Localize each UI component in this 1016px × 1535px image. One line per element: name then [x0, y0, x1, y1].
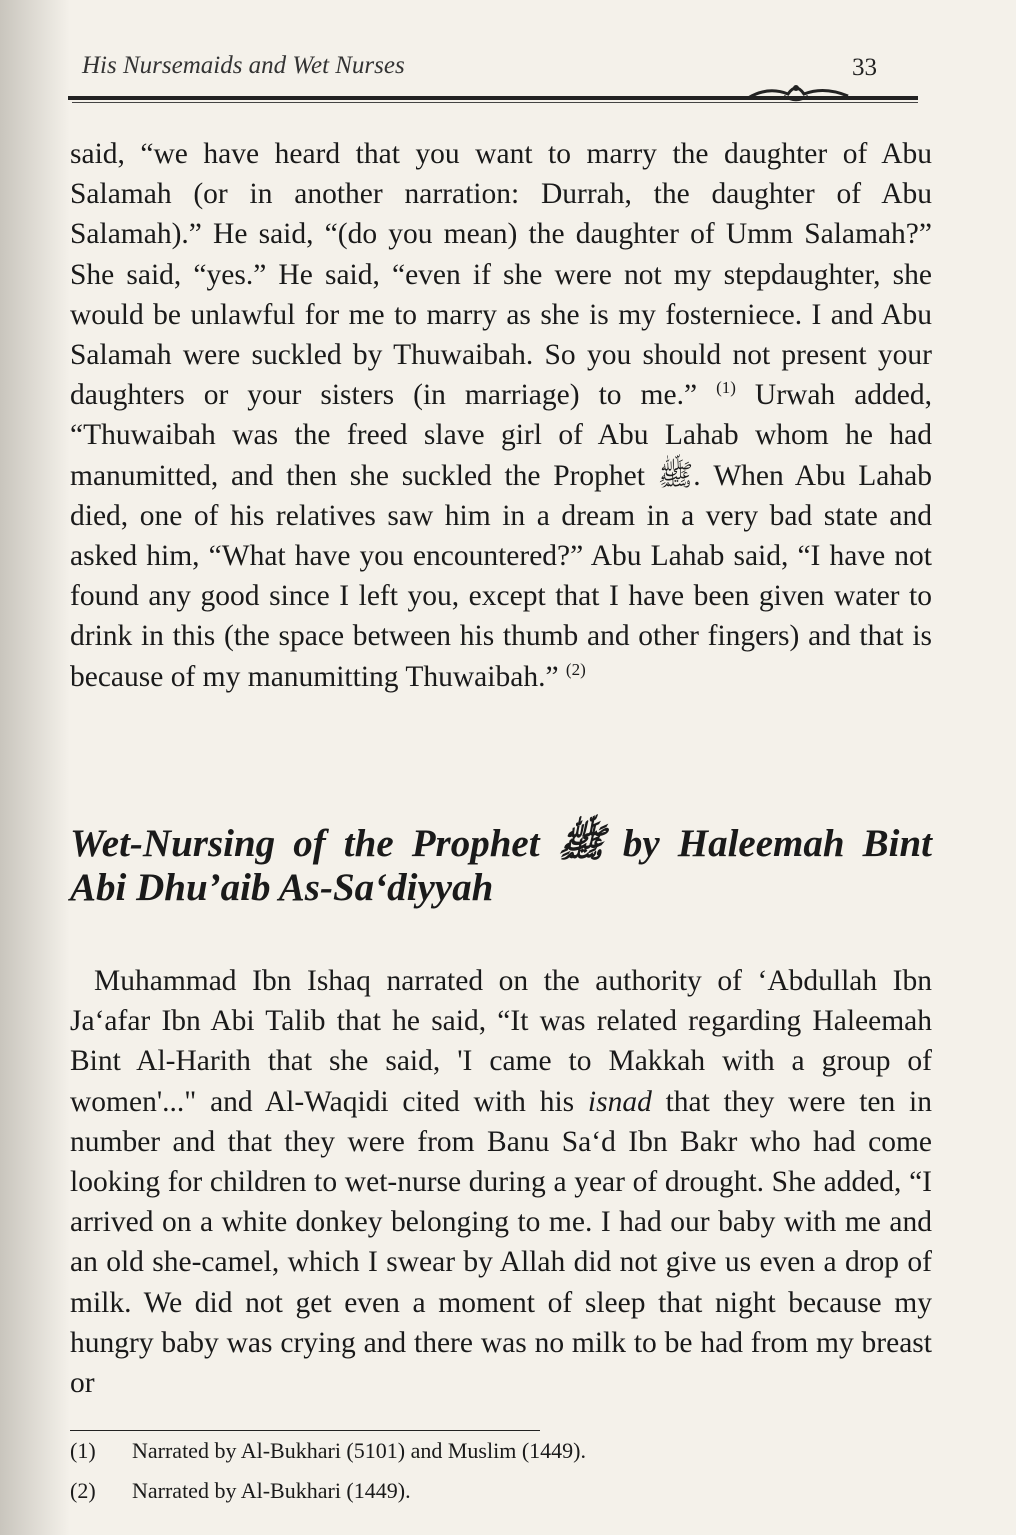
footnote-1: [70, 1438, 586, 1464]
header-rule-thin: [72, 102, 918, 103]
paragraph-2-text-b: that they were ten in number and that they were from Banu Sa‘d Ibn Bakr who had come looking for children to wet-nurse during a year of drought. She added, “I arrived on a white donkey belonging to me. I had our baby with me and an old she-camel, which I swear by Allah did not give us even a drop of milk. We did not get even a moment of sleep that night because my hungry baby was crying and there was no milk to be had from my breast or: [70, 1085, 932, 1400]
page-number: 33: [852, 54, 877, 81]
footnote-2-text: Narrated by Al-Bukhari (1449).: [132, 1478, 411, 1503]
paragraph-1-text-a: said, “we have heard that you want to marry the daughter of Abu Salamah (or in another narration: Durrah, the daughter of Abu Salamah).” He said, “(do you mean) the daughter of Umm Salamah?” She said, “yes.” He said, “even if she were not my stepdaughter, she would be unlawful for me to marry as she is my fosterniece. I and Abu Salamah were suckled by Thuwaibah. So you should not present your daughters or your sisters (in marriage) to me.”: [70, 138, 932, 412]
running-title: His Nursemaids and Wet Nurses: [82, 52, 405, 79]
section-heading: Wet-Nursing of the Prophet ﷺ by Haleemah Bint Abi Dhu’aib As-Sa‘diyyah: [70, 822, 933, 909]
paragraph-2: [70, 961, 932, 1403]
footnote-2-number: (2): [70, 1478, 96, 1503]
page-gutter-shadow: [0, 0, 70, 1535]
paragraph-2-text-a: Muhammad Ibn Ishaq narrated on the authority of ‘Abdullah Ibn Ja‘afar Ibn Abi Talib that he said, “It was related regarding Haleemah Bint Al-Harith that she said, 'I came to Makkah with a group of women'..." and Al-Waqidi cited with his: [70, 965, 932, 1118]
paragraph-2-italic: isnad: [587, 1085, 652, 1118]
footnote-ref-2: (2): [565, 659, 586, 679]
footnote-1-number: (1): [70, 1438, 96, 1463]
footnote-1-text: Narrated by Al-Bukhari (5101) and Muslim (1449).: [132, 1438, 586, 1463]
footnote-rule: [70, 1430, 540, 1431]
header-rule: [68, 96, 918, 100]
paragraph-1-text-b: Urwah added, “Thuwaibah was the freed slave girl of Abu Lahab whom he had manumitted, and then she suckled the Prophet ﷺ. When Abu Lahab died, one of his relatives saw him in a dream in a very bad state and asked him, “What have you encountered?” Abu Lahab said, “I have not found any good since I left you, except that I have been given water to drink in this (the space between his thumb and other fingers) and that is because of my manumitting Thuwaibah.”: [70, 379, 933, 693]
paragraph-1: [70, 134, 932, 697]
footnote-2: [70, 1478, 411, 1504]
footnote-ref-1: (1): [716, 378, 736, 398]
